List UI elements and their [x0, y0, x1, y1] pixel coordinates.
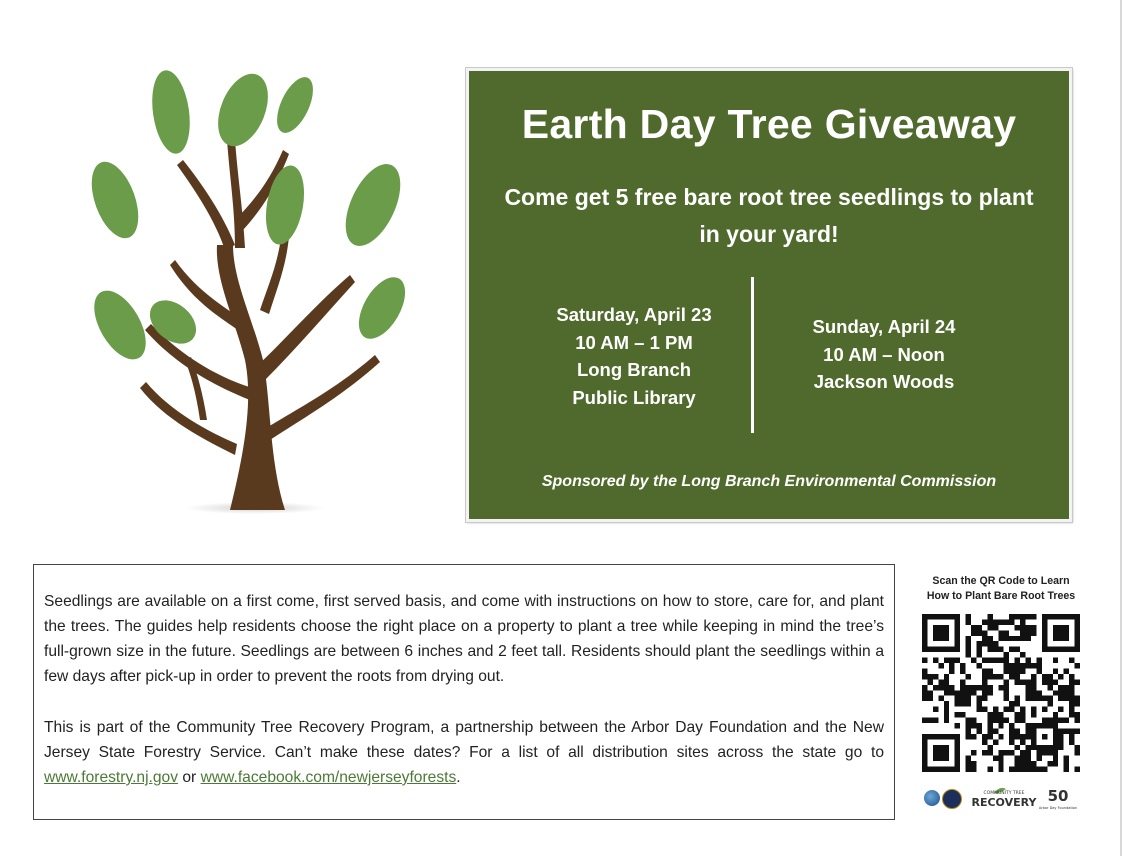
sponsor-logos: [920, 784, 1080, 816]
event-saturday: [509, 301, 759, 411]
community-tree-recovery-logo: [968, 784, 1040, 816]
globe-logo-icon: [924, 790, 940, 806]
event-saturday-place-2: Public Library: [572, 386, 696, 408]
forestry-link[interactable]: www.forestry.nj.gov: [44, 769, 179, 786]
event-banner: [466, 68, 1072, 522]
event-saturday-time: 10 AM – 1 PM: [575, 331, 693, 353]
facebook-link[interactable]: www.facebook.com/newjerseyforests: [200, 769, 457, 786]
end-punctuation: .: [456, 769, 461, 786]
qr-caption-line-2: How to Plant Bare Root Trees: [926, 590, 1076, 602]
event-sunday-day: Sunday, April 24: [812, 316, 956, 337]
details-paragraph-2-text: This is part of the Community Tree Recovery Program, a partnership between the Arbor Day Foundation and the New Jersey State Forestry Service. Can’t make these dates? For a list of all distribution sites across the state go to: [44, 719, 884, 761]
event-saturday-place-1: Long Branch: [576, 359, 692, 380]
banner-subtitle: Come get 5 free bare root tree seedlings to plant in your yard!: [504, 184, 1034, 247]
sponsor-line: Sponsored by the Long Branch Environmental Commission: [541, 473, 997, 490]
recovery-logo-top-text: COMMUNITY TREE: [983, 791, 1025, 796]
fifty-logo-subtext: Arbor Day Foundation: [1038, 806, 1078, 810]
fifty-logo-number: 50: [1047, 787, 1069, 805]
nj-seal-logo-icon: [942, 789, 962, 809]
qr-section: [912, 574, 1090, 772]
details-paragraph-2: [44, 715, 884, 790]
details-paragraph-1: Seedlings are available on a first come, first served basis, and come with instructions on how to store, care for, and plant the trees. The guides help residents choose the right place on a property to plant a tree while keeping in mind the tree’s full-grown size in the future. Seedlings are between 6 inches and 2 feet tall. Residents should plant the seedlings within a few days after pick-up in order to prevent the roots from drying out.: [44, 593, 884, 685]
tree-illustration: [85, 70, 415, 520]
recovery-logo-word: RECOVERY: [971, 796, 1037, 809]
event-sunday: [764, 313, 1004, 396]
events-divider: [751, 277, 754, 433]
banner-title: Earth Day Tree Giveaway: [521, 101, 1017, 147]
event-saturday-day: Saturday, April 23: [556, 304, 712, 325]
qr-caption-line-1: Scan the QR Code to Learn: [932, 575, 1070, 587]
details-box: [33, 564, 895, 820]
arbor-day-50-logo: [1038, 784, 1078, 816]
qr-code[interactable]: [922, 614, 1080, 772]
event-sunday-place: Jackson Woods: [813, 371, 955, 392]
event-sunday-time: 10 AM – Noon: [823, 343, 945, 365]
or-text: or: [182, 769, 197, 786]
